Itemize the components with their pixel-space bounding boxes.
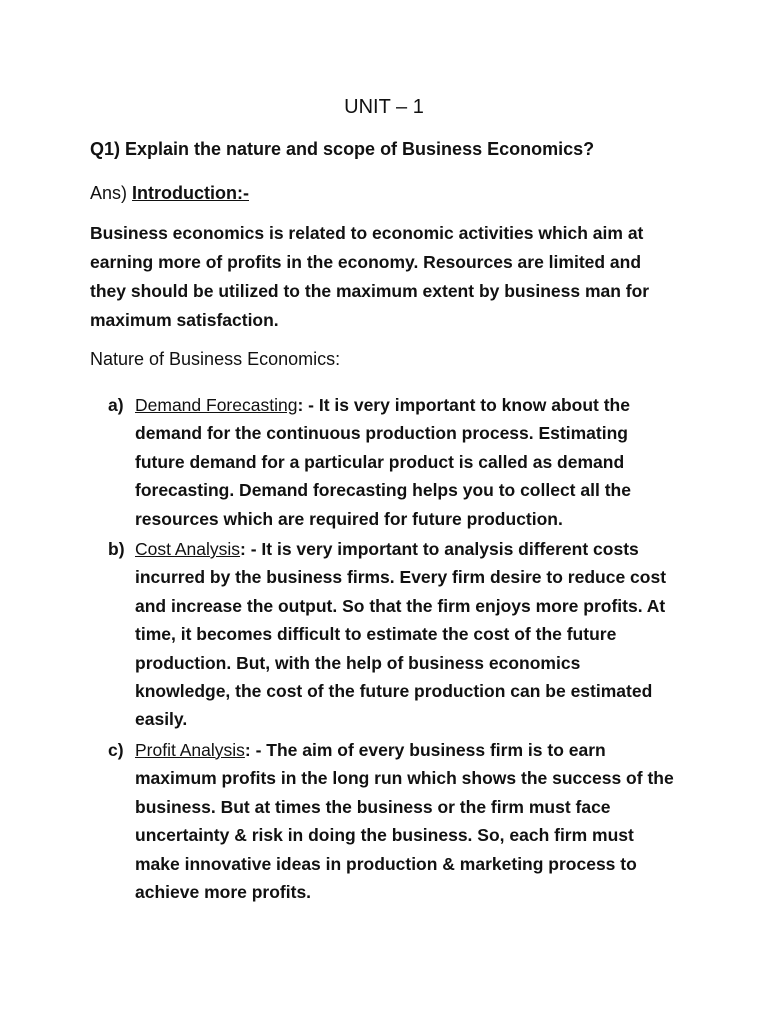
item-line: demand for the continuous production process. Estimating: [135, 423, 628, 444]
item-first-line: [135, 391, 708, 419]
item-first-line-rest: : - It is very important to know about the: [297, 395, 630, 415]
item-line: easily.: [135, 709, 188, 730]
answer-label: Ans): [90, 183, 128, 203]
item-line: knowledge, the cost of the future production can be estimated: [135, 681, 653, 702]
item-line: make innovative ideas in production & marketing process to: [135, 853, 637, 874]
nature-list: [108, 391, 708, 908]
item-term: Profit Analysis: [135, 739, 245, 760]
item-line: and increase the output. So that the firm enjoys more profits. At: [135, 595, 666, 616]
intro-line: Business economics is related to economic activities which aim at: [90, 223, 644, 243]
item-first-line-rest: : - The aim of every business firm is to earn: [244, 739, 606, 760]
nature-heading: Nature of Business Economics:: [90, 349, 341, 369]
item-line: future demand for a particular product is called as demand: [135, 451, 625, 472]
item-line: incurred by the business firms. Every firm desire to reduce cost: [135, 567, 667, 588]
item-line: achieve more profits.: [135, 881, 312, 902]
item-line: forecasting. Demand forecasting helps you to collect all the: [135, 480, 631, 501]
introduction-paragraph: [90, 219, 690, 335]
intro-line: they should be utilized to the maximum extent by business man for: [90, 281, 650, 301]
unit-title: UNIT – 1: [344, 96, 424, 118]
item-line: maximum profits in the long run which shows the success of the: [135, 768, 674, 789]
item-line: time, it becomes difficult to estimate the cost of the future: [135, 624, 617, 645]
item-line: uncertainty & risk in doing the business. So, each firm must: [135, 825, 634, 846]
intro-line: earning more of profits in the economy. Resources are limited and: [90, 252, 642, 272]
item-line: resources which are required for future production.: [135, 508, 563, 529]
answer-heading-line: [90, 180, 249, 206]
list-item-profit-analysis: [108, 736, 708, 906]
list-marker: a): [108, 395, 124, 415]
item-line: business. But at times the business or the firm must face: [135, 796, 611, 817]
intro-line: maximum satisfaction.: [90, 310, 279, 330]
item-first-line-rest: : - It is very important to analysis different costs: [240, 539, 639, 560]
item-term: Demand Forecasting: [135, 395, 298, 415]
list-item-cost-analysis: [108, 535, 708, 734]
item-first-line: [135, 736, 708, 764]
question-text: Q1) Explain the nature and scope of Business Economics?: [90, 139, 595, 159]
item-line: production. But, with the help of business economics: [135, 652, 581, 673]
item-first-line: [135, 535, 708, 563]
introduction-heading: Introduction:-: [132, 183, 249, 203]
item-term: Cost Analysis: [135, 539, 241, 560]
list-marker: c): [108, 739, 124, 760]
list-item-demand-forecasting: [108, 391, 708, 533]
list-marker: b): [108, 539, 125, 560]
